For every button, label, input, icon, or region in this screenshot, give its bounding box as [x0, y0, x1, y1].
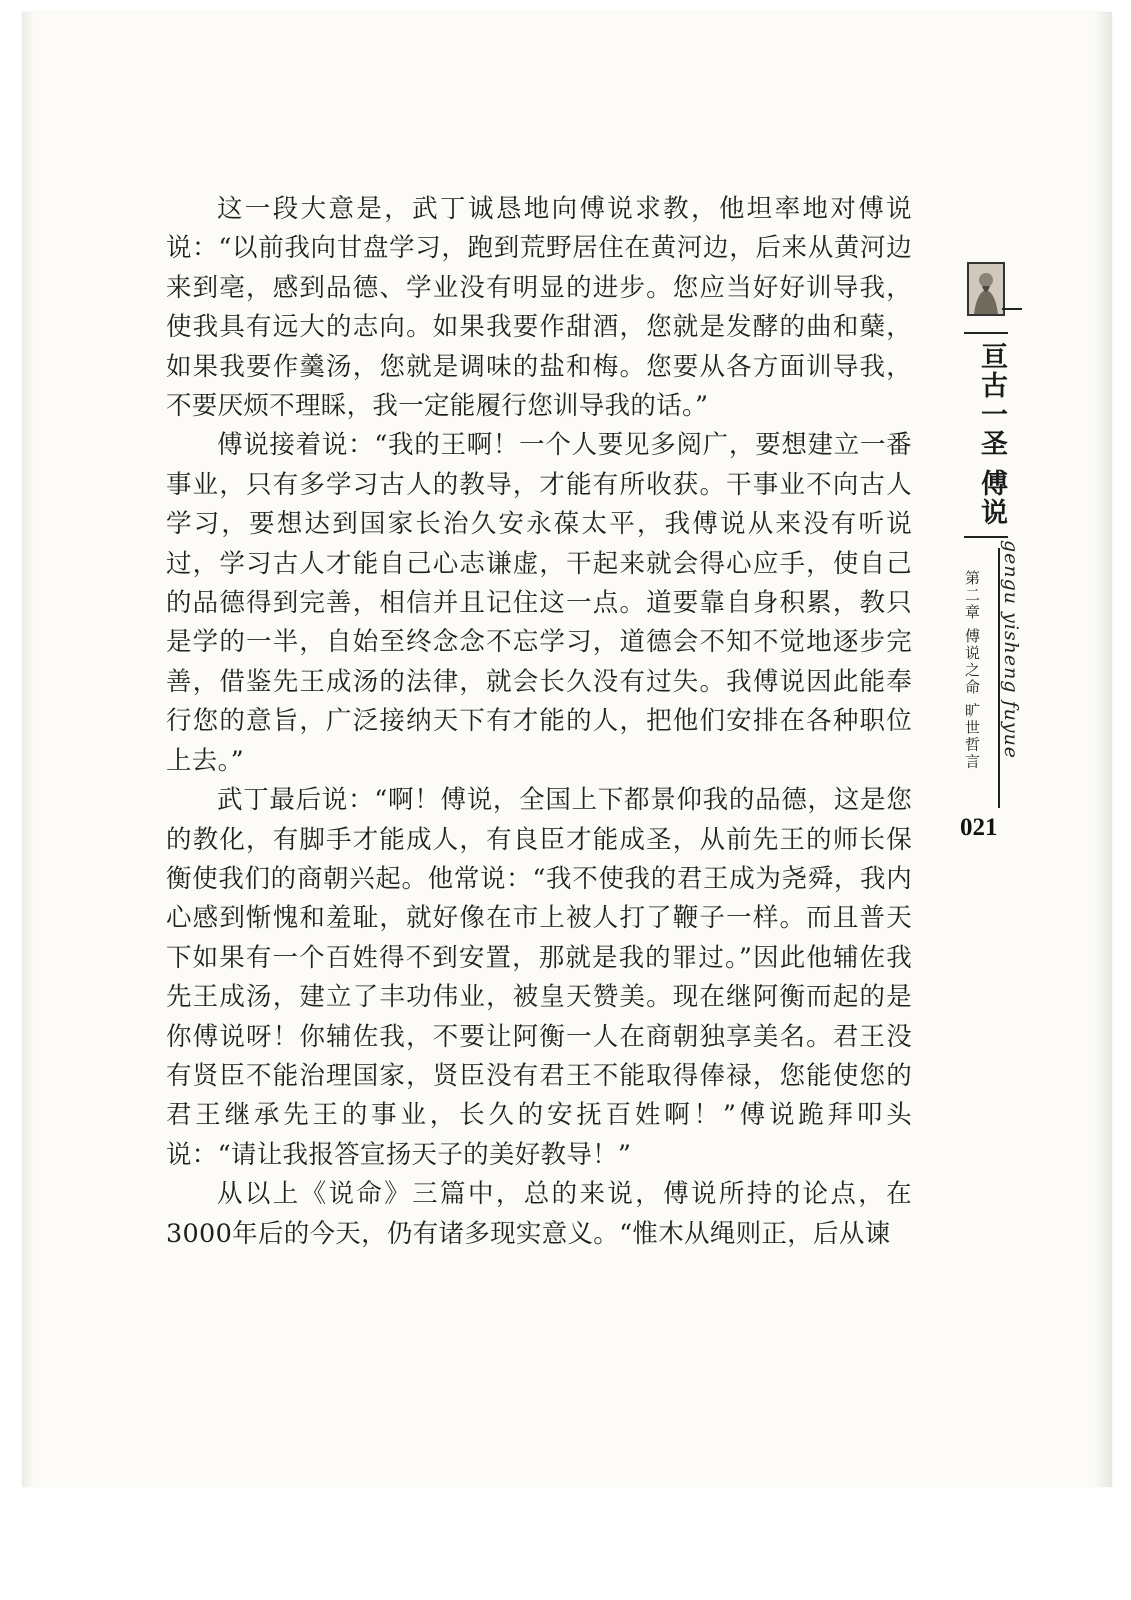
pinyin-title: gengu yisheng fuyue	[1000, 540, 1022, 760]
page-number: 021	[960, 814, 998, 841]
paragraph-4: 从以上《说命》三篇中，总的来说，傅说所持的论点，在3000年后的今天，仍有诸多现实意义。“惟木从绳则正，后从谏	[166, 1179, 912, 1249]
sage-portrait-icon	[967, 262, 1005, 316]
paper-right-edge	[1094, 12, 1112, 1487]
paragraph-3: 武丁最后说：“啊！傅说，全国上下都景仰我的品德，这是您的教化，有脚手才能成人，有良臣才能成圣，从前先王的师长保衡使我们的商朝兴起。他常说：“我不使我的君王成为尧舜，我内心感到惭愧和羞耻，就好像在市上被人打了鞭子一样。而且普天下如果有一个百姓得不到安置，那就是我的罪过。”因此他辅佐我先王成汤，建立了丰功伟业，被皇天赞美。现在继阿衡而起的是你傅说呀！你辅佐我，不要让阿衡一人在商朝独享美名。君王没有贤臣不能治理国家，贤臣没有君王不能取得俸禄，您能使您的君王继承先王的事业，长久的安抚百姓啊！”傅说跪拜叩头说：“请让我报答宣扬天子的美好教导！”	[166, 785, 912, 1170]
paragraph-1: 这一段大意是，武丁诚恳地向傅说求教，他坦率地对傅说说：“以前我向甘盘学习，跑到荒野居住在黄河边，后来从黄河边来到亳，感到品德、学业没有明显的进步。您应当好好训导我，使我具有远大的志向。如果我要作甜酒，您就是发酵的曲和蘖，如果我要作羹汤，您就是调味的盐和梅。您要从各方面训导我，不要厌烦不理睬，我一定能履行您训导我的话。”	[166, 194, 912, 422]
chapter-label: 第二章 傅说之命 旷世哲言	[963, 570, 981, 771]
ornament-rule	[964, 536, 1008, 538]
paragraph-2: 傅说接着说：“我的王啊！一个人要见多阅广，要想建立一番事业，只有多学习古人的教导，才能有所收获。干事业不向古人学习，要想达到国家长治久安永葆太平，我傅说从来没有听说过，学习古人才能自己心志谦虚，干起来就会得心应手，使自己的品德得到完善，相信并且记住这一点。道要靠自身积累，教只是学的一半，自始至终念念不忘学习，道德会不知不觉地逐步完善，借鉴先王成汤的法律，就会长久没有过失。我傅说因此能奉行您的意旨，广泛接纳天下有才能的人，把他们安排在各种职位上去。”	[166, 430, 912, 776]
ornament-rule	[1002, 308, 1022, 310]
body-text	[166, 190, 912, 1254]
book-title: 亘古一圣 傅说	[976, 342, 1007, 528]
paper-left-edge	[22, 12, 34, 1487]
ornament-rule	[964, 332, 1008, 334]
